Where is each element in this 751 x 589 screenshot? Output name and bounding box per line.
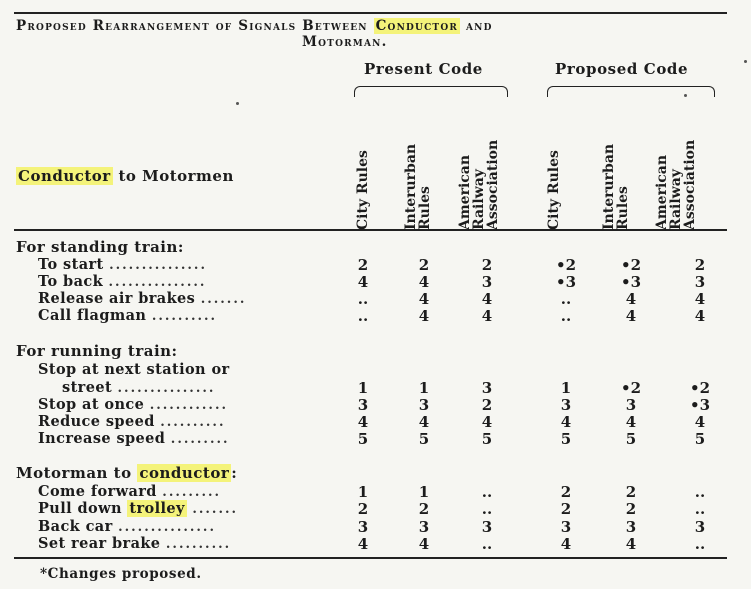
cell: 3 (694, 518, 706, 536)
cell: 2 (357, 500, 369, 518)
section-standing-train: For standing train: (16, 238, 184, 256)
cell: .. (694, 500, 706, 518)
cell: 5 (481, 430, 493, 448)
stub-header (16, 167, 234, 185)
row-label: Release air brakes ....... (38, 290, 247, 307)
row-label: Reduce speed .......... (38, 413, 226, 430)
col-header-present-city: City Rules (355, 150, 371, 230)
cell: •2 (620, 256, 642, 274)
cell: 4 (418, 273, 430, 291)
row-label: Set rear brake .......... (38, 535, 232, 552)
cell: 3 (481, 379, 493, 397)
cell: 5 (560, 430, 572, 448)
cell: 4 (694, 413, 706, 431)
cell: 4 (418, 413, 430, 431)
print-speck (236, 102, 239, 105)
col-header-proposed-city: City Rules (546, 150, 562, 230)
cell: 4 (418, 307, 430, 325)
proposed-code-brace (547, 86, 715, 97)
cell: 2 (357, 256, 369, 274)
cell: 2 (481, 396, 493, 414)
cell: 4 (357, 413, 369, 431)
cell: 2 (481, 256, 493, 274)
cell: 4 (694, 290, 706, 308)
cell: .. (560, 290, 572, 308)
cell: 4 (481, 413, 493, 431)
top-rule (14, 12, 727, 14)
bottom-rule (14, 557, 727, 559)
row-label: Back car ............... (38, 518, 216, 535)
present-code-header: Present Code (364, 60, 483, 78)
cell: 5 (694, 430, 706, 448)
cell: 3 (357, 396, 369, 414)
section-highlight: conductor (139, 464, 230, 482)
cell: 2 (694, 256, 706, 274)
cell: 4 (481, 307, 493, 325)
cell: 2 (625, 483, 637, 501)
cell: •2 (689, 379, 711, 397)
row-label: To start ............... (38, 256, 207, 273)
cell: 3 (418, 396, 430, 414)
cell: 3 (560, 518, 572, 536)
cell: 2 (418, 256, 430, 274)
cell: .. (694, 535, 706, 553)
row-label: Call flagman .......... (38, 307, 218, 324)
stub-header-highlight: Conductor (18, 167, 111, 185)
title-part2: and (465, 18, 493, 34)
print-speck (744, 60, 747, 63)
section-motorman-to-conductor: Motorman to conductor : (16, 464, 238, 482)
cell: 4 (481, 290, 493, 308)
cell: 5 (418, 430, 430, 448)
cell: 3 (694, 273, 706, 291)
row-label: street ............... (62, 379, 216, 396)
row-label: Come forward ......... (38, 483, 222, 500)
row-label: Stop at next station or (38, 361, 230, 378)
cell: •2 (620, 379, 642, 397)
print-speck (684, 94, 687, 97)
cell: 4 (357, 273, 369, 291)
title-part1: Proposed Rearrangement of Signals Between (16, 18, 368, 34)
col-header-proposed-interurban: Interurban Rules (601, 143, 631, 230)
cell: 5 (357, 430, 369, 448)
cell: 3 (625, 396, 637, 414)
cell: 3 (481, 518, 493, 536)
cell: .. (481, 535, 493, 553)
cell: .. (694, 483, 706, 501)
cell: 3 (560, 396, 572, 414)
cell: .. (481, 500, 493, 518)
cell: 4 (625, 535, 637, 553)
cell: 1 (357, 379, 369, 397)
title-highlight: Conductor (375, 18, 459, 34)
cell: 1 (560, 379, 572, 397)
cell: 3 (357, 518, 369, 536)
cell: 2 (418, 500, 430, 518)
row-label: To back ............... (38, 273, 207, 290)
table-title (16, 18, 493, 34)
cell: 2 (560, 500, 572, 518)
cell: 4 (560, 535, 572, 553)
cell: •3 (620, 273, 642, 291)
col-header-present-ara: American Railway Association (457, 139, 501, 230)
cell: .. (481, 483, 493, 501)
cell: 4 (418, 535, 430, 553)
cell: 1 (418, 379, 430, 397)
cell: 2 (560, 483, 572, 501)
stub-header-rest: to Motormen (112, 167, 234, 185)
cell: .. (357, 290, 369, 308)
cell: 1 (357, 483, 369, 501)
cell: •3 (555, 273, 577, 291)
footnote: *Changes proposed. (40, 566, 202, 582)
row-label: Increase speed ......... (38, 430, 230, 447)
row-label: Pull down trolley ....... (38, 500, 239, 517)
col-header-present-interurban: Interurban Rules (403, 143, 433, 230)
cell: •2 (555, 256, 577, 274)
trolley-highlight: trolley (129, 500, 185, 517)
proposed-code-header: Proposed Code (555, 60, 689, 78)
cell: 2 (625, 500, 637, 518)
section-running-train: For running train: (16, 342, 178, 360)
cell: 4 (560, 413, 572, 431)
cell: .. (560, 307, 572, 325)
cell: 3 (625, 518, 637, 536)
cell: 4 (418, 290, 430, 308)
row-label: Stop at once ............ (38, 396, 229, 413)
title-line2: Motorman. (302, 34, 388, 50)
cell: 4 (625, 290, 637, 308)
cell: .. (357, 307, 369, 325)
cell: 1 (418, 483, 430, 501)
col-header-proposed-ara: American Railway Association (654, 139, 698, 230)
cell: 4 (625, 307, 637, 325)
cell: 4 (694, 307, 706, 325)
cell: •3 (689, 396, 711, 414)
cell: 3 (418, 518, 430, 536)
cell: 4 (625, 413, 637, 431)
cell: 3 (481, 273, 493, 291)
cell: 4 (357, 535, 369, 553)
present-code-brace (354, 86, 508, 97)
cell: 5 (625, 430, 637, 448)
